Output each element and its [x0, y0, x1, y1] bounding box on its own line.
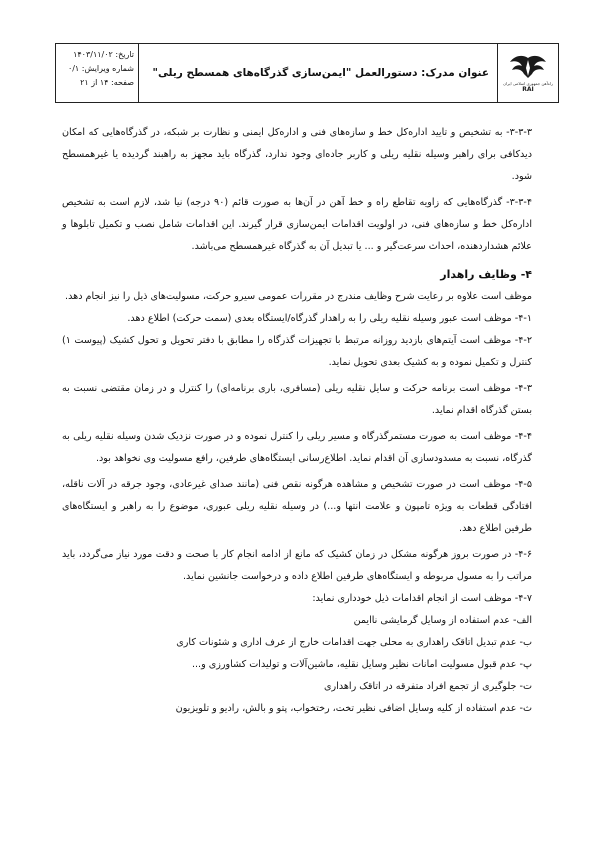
paragraph-4-7: ۴-۷- موظف است از انجام اقدامات ذیل خودداری نماید: [312, 593, 532, 604]
list-item: الف- عدم استفاده از وسایل گرمایشی ناایمن [353, 615, 532, 626]
section-heading: ۴- وظایف راهدار [440, 268, 532, 281]
document-body [62, 122, 532, 720]
paragraph-4-2: ۴-۲- موظف است آیتم‌های بازدید روزانه مرتبط با تجهیزات گذرگاه را مطابق با دفتر تحویل و تحول کشیک (پیوست ۱) کنترل و تکمیل نموده و به کشیک بعدی تحویل نماید. [62, 335, 532, 368]
paragraph-4-1: ۴-۱- موظف است عبور وسیله نقلیه ریلی را به راهدار گذرگاه/ایستگاه بعدی (سمت حرکت) اطلاع دهد. [127, 313, 532, 324]
list-item: ب- عدم تبدیل اتاقک راهداری به محلی جهت اقدامات خارج از عرف اداری و شئونات کاری [176, 637, 532, 648]
rai-logo [498, 44, 558, 102]
revision-line: شماره ویرایش: ۰/۱ [67, 64, 134, 73]
document-header [55, 43, 559, 103]
list-item: ث- عدم استفاده از کلیه وسایل اضافی نظیر تخت، رختخواب، پتو و بالش، رادیو و تلویزیون [175, 703, 532, 714]
document-title-text: عنوان مدرک: دستورالعمل "ایمن‌سازی گذرگاه‌های همسطح ریلی" [152, 67, 489, 79]
list-item: ت- جلوگیری از تجمع افراد متفرقه در اتاقک راهداری [324, 681, 532, 692]
paragraph-3-3-4: ۳-۳-۴- گذرگاه‌هایی که زاویه تقاطع راه و خط آهن در آن‌ها به صورت قائم (۹۰ درجه) نیا شد، لازم است به تشخیص اداره‌کل خط و سازه‌های فنی، در اولویت اقدامات ایمن‌سازی قرار گیرند. این اقدامات شامل نصب و تکمیل تابلوها و علائم هشداردهنده، احداث سرعت‌گیر و ... یا تبدیل آن به گذرگاه غیرهمسطح می‌باشد. [62, 197, 532, 252]
paragraph-4-5: ۴-۵- موظف است در صورت تشخیص و مشاهده هرگونه نقص فنی (مانند صدای غیرعادی، وجود جرقه در آلات ناقله، افتادگی قطعات به ویژه تامپون و علامت انتها و...) در وسیله نقلیه ریلی عبوری، موضوع را به راهبر و ایستگاه‌های طرفین اطلاع دهد. [62, 479, 532, 534]
date-line: تاریخ: ۱۴۰۳/۱۱/۰۲ [73, 50, 134, 59]
paragraph-intro: موظف است علاوه بر رعایت شرح وظایف مندرج در مقررات عمومی سیرو حرکت، مسولیت‌های ذیل را نیز انجام دهد. [65, 291, 532, 302]
logo-abbreviation: RAI [522, 85, 534, 93]
paragraph-4-4: ۴-۴- موظف است به صورت مستمرگذرگاه و مسیر ریلی را کنترل نموده و در صورت نزدیک شدن وسیله نقلیه ریلی به گذرگاه، نسبت به مسدودسازی آن اقدام نماید. اطلاع‌رسانی ایستگاه‌های طرفین، رافع مسولیت وی نخواهد بود. [62, 431, 532, 464]
document-title [139, 44, 498, 102]
winged-emblem-icon [508, 54, 548, 80]
page-number-line: صفحه: ۱۴ از ۲۱ [80, 78, 134, 87]
logo-caption: راه‌آهن جمهوری اسلامی ایران [503, 80, 553, 86]
paragraph-4-6: ۴-۶- در صورت بروز هرگونه مشکل در زمان کشیک که مانع از ادامه انجام کار با صحت و دقت مورد نیاز می‌گردد، باید مراتب را به مسول مربوطه و ایستگاه‌های طرفین اطلاع داده و درخواست جانشین نماید. [62, 549, 532, 582]
paragraph-3-3-3: ۳-۳-۳- به تشخیص و تایید اداره‌کل خط و سازه‌های فنی و اداره‌کل ایمنی و نظارت بر شبکه، در گذرگاه‌هایی که امکان دیدکافی برای راهبر وسیله نقلیه ریلی و کاربر جاده‌ای وجود ندارد، گذرگاه باید مجهز به راهبند گردیده یا غیرهمسطح شود. [62, 127, 532, 182]
document-meta [56, 44, 139, 102]
list-item: پ- عدم قبول مسولیت امانات نظیر وسایل نقلیه، ماشین‌آلات و تولیدات کشاورزی و... [191, 659, 532, 670]
paragraph-4-3: ۴-۳- موظف است برنامه حرکت و سایل نقلیه ریلی (مسافری، باری برنامه‌ای) را کنترل و در زمان مقتضی نسبت به بستن گذرگاه اقدام نماید. [62, 383, 532, 416]
